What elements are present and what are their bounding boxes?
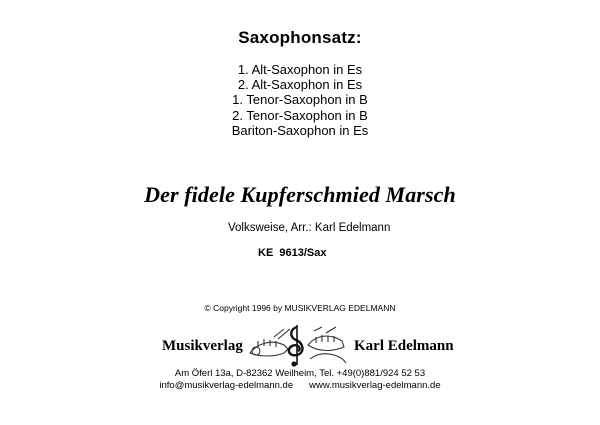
- instrument-item: 1. Alt-Saxophon in Es: [237, 62, 363, 77]
- instrument-list: [0, 62, 600, 138]
- music-instruments-emblem-icon: [244, 323, 350, 369]
- copyright-notice: © Copyright 1996 by MUSIKVERLAG EDELMANN: [204, 303, 396, 313]
- publisher-address: [0, 368, 600, 392]
- publisher-name-right: Karl Edelmann: [354, 338, 454, 354]
- address-line: Am Öferl 13a, D-82362 Weilheim, Tel. +49(0)881/924 52 53: [174, 368, 426, 379]
- publisher-name-left: Musikverlag: [162, 338, 243, 354]
- piece-title: Der fidele Kupferschmied Marsch: [144, 182, 456, 207]
- instrument-item: 1. Tenor-Saxophon in B: [232, 92, 368, 108]
- publisher-logo: [158, 323, 458, 369]
- instrument-item: Bariton-Saxophon in Es: [231, 122, 369, 138]
- arranger-credit: Volksweise, Arr.: Karl Edelmann: [228, 222, 391, 234]
- website-link[interactable]: www.musikverlag-edelmann.de: [309, 380, 441, 391]
- instrument-item: 2. Alt-Saxophon in Es: [237, 77, 363, 93]
- instrument-item: 2. Tenor-Saxophon in B: [232, 107, 368, 123]
- instrumentation-heading: Saxophonsatz:: [238, 28, 362, 47]
- catalog-number: KE 9613/Sax: [258, 247, 327, 259]
- contact-line: [0, 380, 600, 392]
- email-link[interactable]: info@musikverlag-edelmann.de: [159, 380, 294, 391]
